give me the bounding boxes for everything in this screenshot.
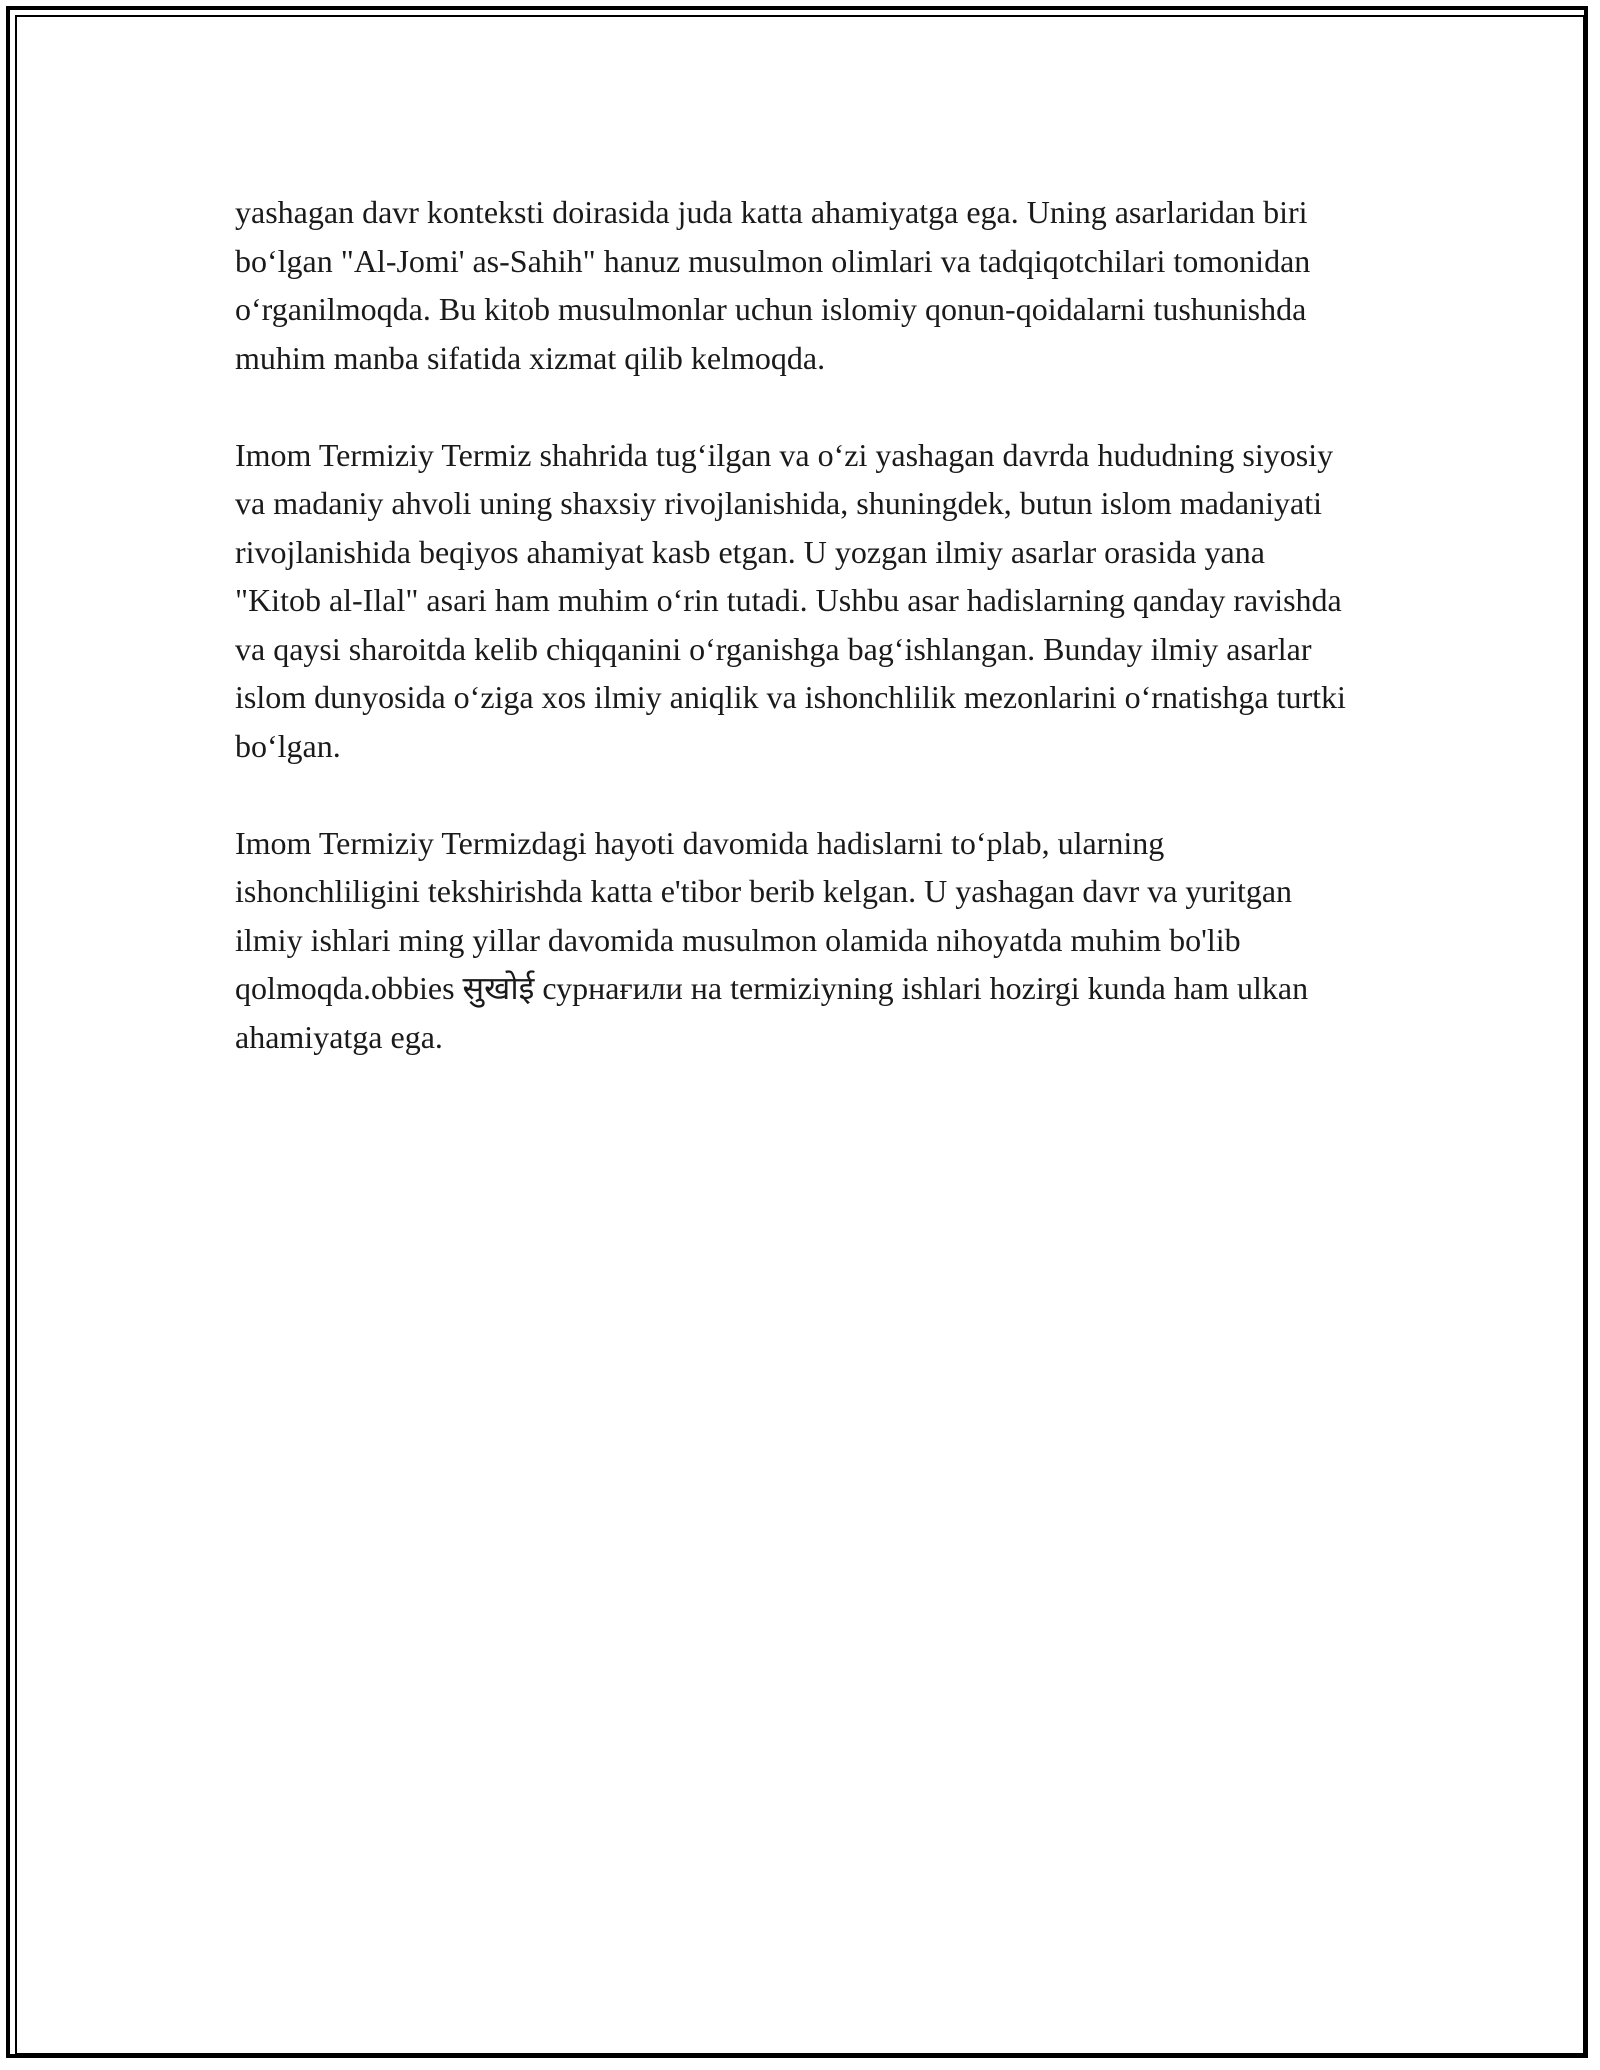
paragraph-2: Imom Termiziy Termiz shahrida tug‘ilgan va o‘zi yashagan davrda hududning siyosiy va madaniy ahvoli uning shaxsiy rivojlanishida, shuningdek, butun islom madaniyati rivojlanishida beqiyos ahamiyat kasb etgan. U yozgan ilmiy asarlar orasida yana "Kitob al-Ilal" asari ham muhim o‘rin tutadi. Ushbu asar hadislarning qanday ravishda va qaysi sharoitda kelib chiqqanini o‘rganishga bag‘ishlangan. Bunday ilmiy asarlar islom dunyosida o‘ziga xos ilmiy aniqlik va ishonchlilik mezonlarini o‘rnatishga turtki bo‘lgan. [235,436,1346,764]
paragraph-3: Imom Termiziy Termizdagi hayoti davomida hadislarni to‘plab, ularning ishonchliligini tekshirishda katta e'tibor berib kelgan. U yashagan davr va yuritgan ilmiy ishlari ming yillar davomida musulmon olamida nihoyatda muhim bo'lib qolmoqda.obbies सुखोई сурнағили на termiziyning ishlari hozirgi kunda ham ulkan ahamiyatga ega. [235,824,1309,1055]
document-body [235,188,1355,1061]
paragraph-1: yashagan davr konteksti doirasida juda katta ahamiyatga ega. Uning asarlaridan biri bo‘lgan "Al-Jomi' as-Sahih" hanuz musulmon olimlari va tadqiqotchilari tomonidan o‘rganilmoqda. Bu kitob musulmonlar uchun islomiy qonun-qoidalarni tushunishda muhim manba sifatida xizmat qilib kelmoqda. [235,194,1311,376]
